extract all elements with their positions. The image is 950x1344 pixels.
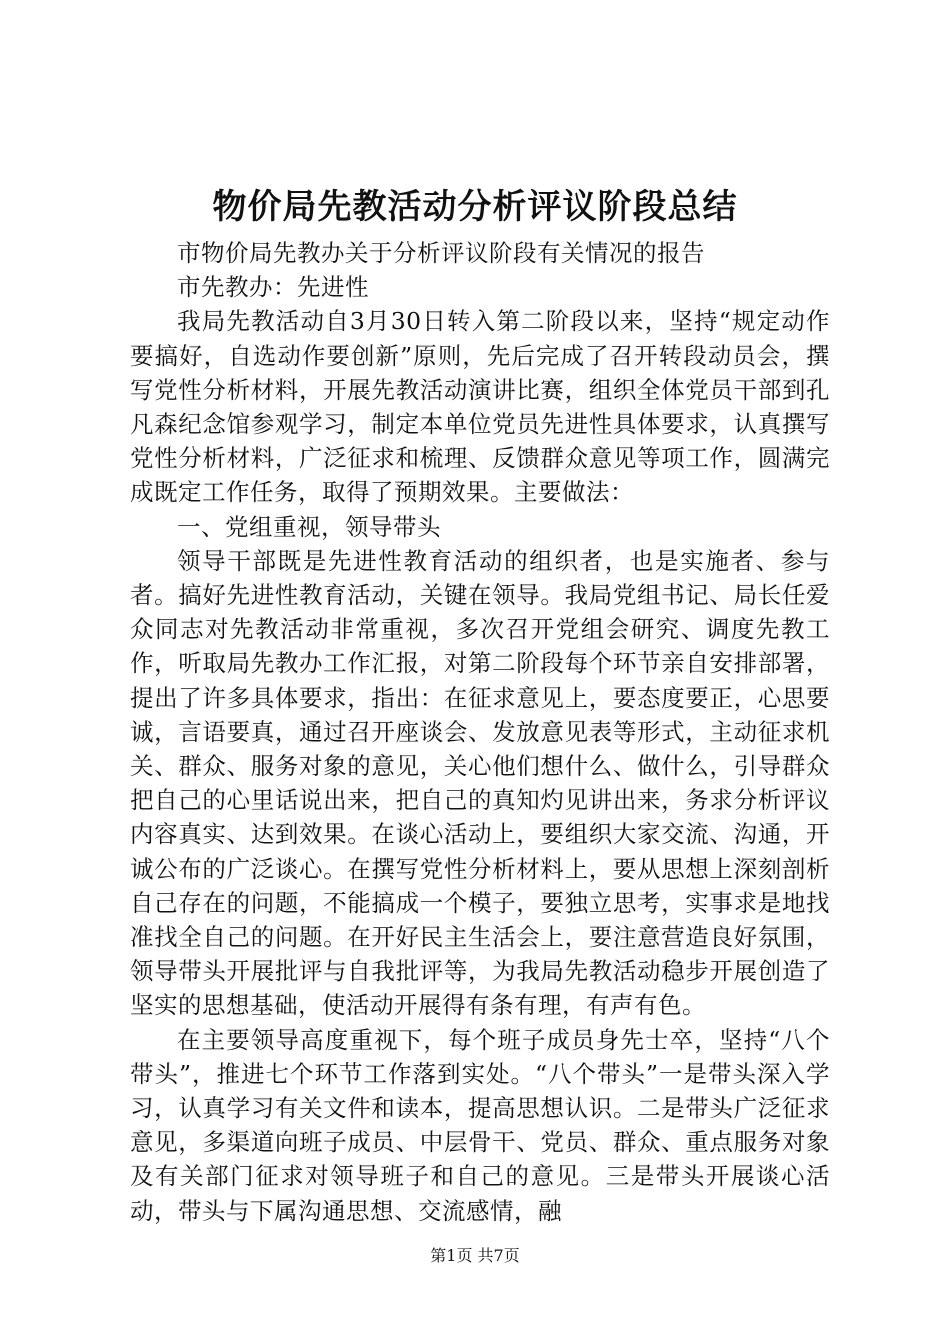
document-body: [130, 236, 830, 1228]
body-paragraph: 在主要领导高度重视下，每个班子成员身先士卒，坚持“八个带头”，推进七个环节工作落到实处。“八个带头”一是带头深入学习，认真学习有关文件和读本，提高思想认识。二是带头广泛征求意见，多渠道向班子成员、中层骨干、党员、群众、重点服务对象及有关部门征求对领导班子和自己的意见。三是带头开展谈心活动，带头与下属沟通思想、交流感情，融: [130, 1025, 830, 1225]
document-title: 物价局先教活动分析评议阶段总结: [212, 187, 738, 227]
section-heading: 一、党组重视，领导带头: [177, 512, 441, 541]
body-paragraph: 我局先教活动自3月30日转入第二阶段以来，坚持“规定动作要搞好，自选动作要创新”原则，先后完成了召开转段动员会，撰写党性分析材料，开展先教活动演讲比赛，组织全体党员干部到孔凡森纪念馆参观学习，制定本单位党员先进性具体要求，认真撰写党性分析材料，广泛征求和梳理、反馈群众意见等项工作，圆满完成既定工作任务，取得了预期效果。主要做法：: [130, 307, 830, 507]
report-subtitle: 市物价局先教办关于分析评议阶段有关情况的报告: [177, 239, 705, 267]
recipient-line: 市先教办：先进性: [177, 273, 369, 302]
body-paragraph: 领导干部既是先进性教育活动的组织者，也是实施者、参与者。搞好先进性教育活动，关键在领导。我局党组书记、局长任爱众同志对先教活动非常重视，多次召开党组会研究、调度先教工作，听取局先教办工作汇报，对第二阶段每个环节亲自安排部署，提出了许多具体要求，指出：在征求意见上，要态度要正，心思要诚，言语要真，通过召开座谈会、发放意见表等形式，主动征求机关、群众、服务对象的意见，关心他们想什么、做什么，引导群众把自己的心里话说出来，把自己的真知灼见讲出来，务求分析评议内容真实、达到效果。在谈心活动上，要组织大家交流、沟通，开诚公布的广泛谈心。在撰写党性分析材料上，要从思想上深刻剖析自己存在的问题，不能搞成一个模子，要独立思考，实事求是地找准找全自己的问题。在开好民主生活会上，要注意营造良好氛围，领导带头开展批评与自我批评等，为我局先教活动稳步开展创造了坚实的思想基础，使活动开展得有条有理，有声有色。: [130, 546, 830, 1020]
page-footer: 第1页 共7页: [430, 1246, 520, 1265]
